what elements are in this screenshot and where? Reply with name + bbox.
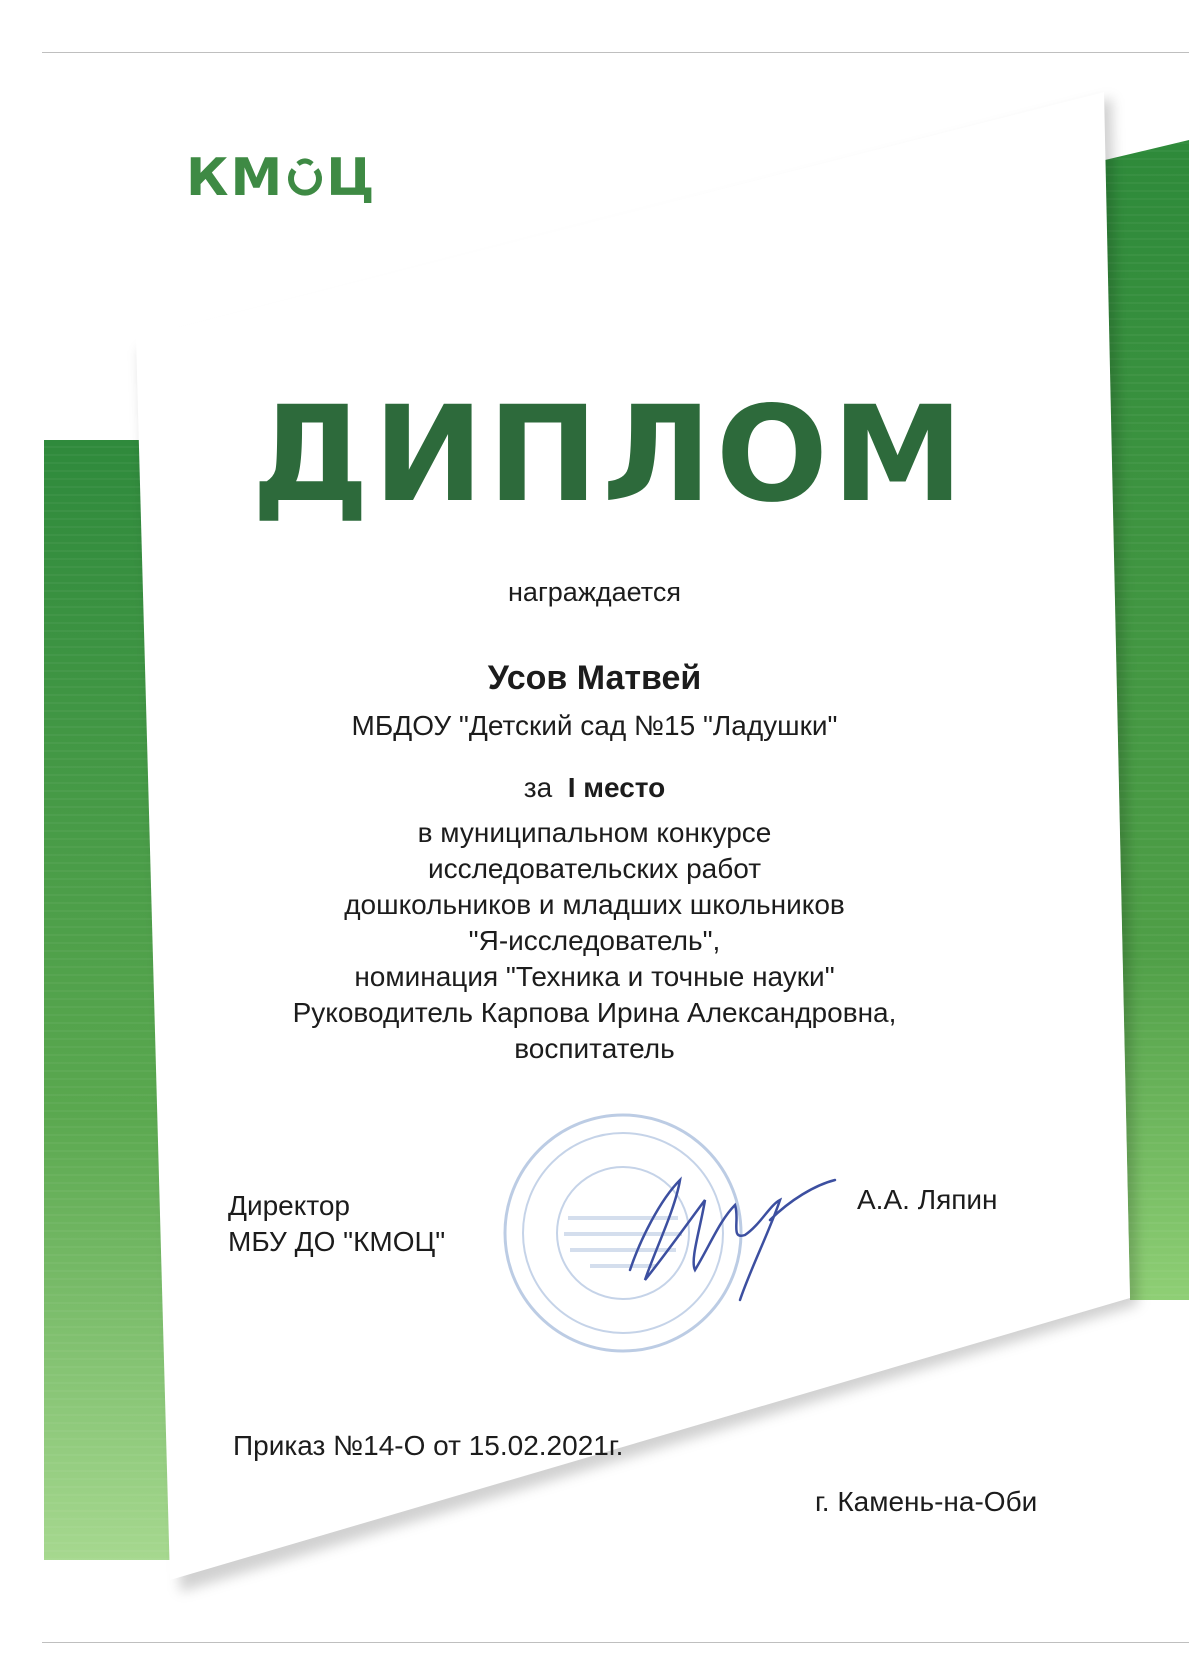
signatory-name: А.А. Ляпин [857,1184,998,1215]
issue-city: г. Камень-на-Оби [815,1486,1038,1517]
logo-text-left: КМ [186,148,285,208]
place-line [0,770,1189,806]
description-line: дошкольников и младших школьников [344,889,845,920]
recipient-organization: МБДОУ "Детский сад №15 "Ладушки" [351,710,838,741]
awarded-text: награждается [508,577,681,607]
director-signature [620,1160,840,1310]
award-description [0,815,1189,1067]
signatory-title [228,1188,445,1260]
signatory-title-line2: МБУ ДО "КМОЦ" [228,1226,446,1257]
logo-o-ring-icon [286,156,324,200]
recipient-name: Усов Матвей [487,659,702,697]
description-line: Руководитель Карпова Ирина Александровна, [292,997,897,1028]
description-line: "Я-исследователь", [468,925,721,956]
signatory-title-line1: Директор [228,1190,350,1221]
kmoc-logo [186,148,377,208]
diploma-title: ДИПЛОМ [251,378,968,532]
description-line: номинация "Техника и точные науки" [354,961,835,992]
place-value: I место [567,772,666,803]
logo-text-right: Ц [326,148,377,208]
place-prefix: за [523,772,553,803]
description-line: исследовательских работ [427,853,762,884]
description-line: в муниципальном конкурсе [417,817,772,848]
order-reference: Приказ №14-О от 15.02.2021г. [233,1430,624,1461]
description-line: воспитатель [514,1033,675,1064]
